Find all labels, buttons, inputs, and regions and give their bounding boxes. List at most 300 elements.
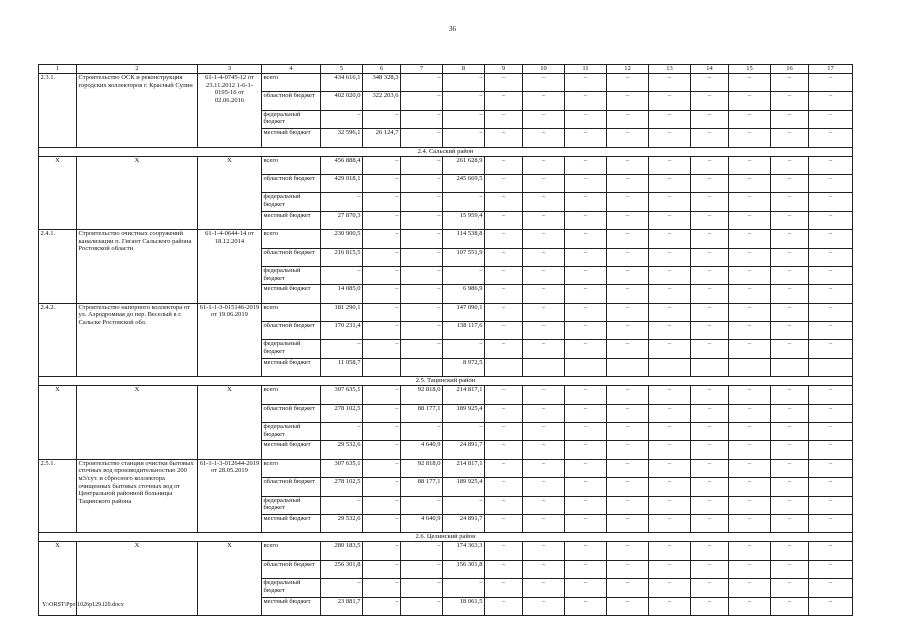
empty-year-cell: –: [771, 193, 809, 211]
empty-year-cell: –: [771, 322, 809, 340]
empty-year-cell: –: [691, 174, 729, 192]
empty-year-cell: –: [771, 74, 809, 92]
empty-year-cell: –: [729, 404, 771, 422]
amount-cell: –: [363, 404, 401, 422]
empty-year-cell: –: [485, 92, 523, 110]
amount-cell: 14 085,0: [321, 285, 363, 303]
item-number: X: [39, 156, 77, 230]
empty-year-cell: –: [607, 386, 649, 404]
header-cell: 5: [321, 65, 363, 74]
empty-year-cell: –: [523, 597, 565, 615]
object-name: X: [77, 156, 198, 230]
budget-line-row: [39, 230, 853, 248]
empty-year-cell: –: [607, 174, 649, 192]
empty-year-cell: –: [691, 496, 729, 514]
empty-year-cell: –: [691, 560, 729, 578]
empty-year-cell: –: [649, 542, 691, 560]
empty-year-cell: –: [485, 248, 523, 266]
amount-cell: –: [363, 386, 401, 404]
empty-year-cell: –: [565, 514, 607, 532]
empty-year-cell: –: [649, 404, 691, 422]
empty-year-cell: –: [729, 303, 771, 321]
empty-year-cell: –: [691, 478, 729, 496]
empty-year-cell: –: [523, 423, 565, 441]
empty-year-cell: –: [809, 579, 853, 597]
empty-year-cell: –: [691, 193, 729, 211]
empty-year-cell: –: [523, 74, 565, 92]
amount-cell: –: [443, 266, 485, 284]
funding-source-label: местный бюджет: [262, 514, 321, 532]
empty-year-cell: –: [485, 459, 523, 477]
funding-source-label: всего: [262, 303, 321, 321]
empty-year-cell: –: [523, 441, 565, 459]
object-name: X: [77, 386, 198, 460]
empty-year-cell: –: [771, 92, 809, 110]
empty-year-cell: –: [691, 322, 729, 340]
amount-cell: 88 177,1: [401, 478, 443, 496]
empty-year-cell: –: [771, 156, 809, 174]
document-reference: 61-1-4-0644-14 от 18.12.2014: [198, 230, 262, 304]
amount-cell: 11 058,7: [321, 358, 363, 376]
amount-cell: –: [401, 230, 443, 248]
empty-year-cell: –: [607, 579, 649, 597]
empty-year-cell: –: [809, 92, 853, 110]
empty-year-cell: –: [729, 340, 771, 358]
empty-year-cell: –: [649, 514, 691, 532]
empty-year-cell: –: [729, 496, 771, 514]
amount-cell: 24 891,7: [443, 441, 485, 459]
empty-year-cell: –: [565, 266, 607, 284]
empty-year-cell: –: [607, 156, 649, 174]
amount-cell: 307 635,1: [321, 459, 363, 477]
empty-year-cell: –: [485, 285, 523, 303]
amount-cell: 114 538,8: [443, 230, 485, 248]
header-row: [39, 65, 853, 74]
empty-year-cell: –: [809, 174, 853, 192]
empty-year-cell: –: [565, 496, 607, 514]
empty-year-cell: –: [565, 211, 607, 229]
empty-year-cell: –: [565, 129, 607, 147]
amount-cell: 402 020,0: [321, 92, 363, 110]
empty-year-cell: –: [771, 266, 809, 284]
empty-year-cell: –: [649, 266, 691, 284]
empty-year-cell: –: [649, 156, 691, 174]
funding-source-label: областной бюджет: [262, 322, 321, 340]
header-cell: 11: [565, 65, 607, 74]
empty-year-cell: –: [607, 74, 649, 92]
item-number: 2.4.1.: [39, 230, 77, 304]
empty-year-cell: –: [565, 230, 607, 248]
amount-cell: –: [401, 174, 443, 192]
amount-cell: 27 870,3: [321, 211, 363, 229]
empty-year-cell: –: [649, 92, 691, 110]
amount-cell: 156 301,8: [443, 560, 485, 578]
object-name: Строительство очистных сооружений канализации п. Гигант Сальского района Ростовской области: [77, 230, 198, 304]
empty-year-cell: –: [729, 230, 771, 248]
empty-year-cell: –: [565, 441, 607, 459]
empty-year-cell: –: [771, 248, 809, 266]
header-cell: 3: [198, 65, 262, 74]
empty-year-cell: –: [607, 230, 649, 248]
amount-cell: –: [443, 74, 485, 92]
empty-year-cell: –: [607, 478, 649, 496]
empty-year-cell: –: [523, 560, 565, 578]
amount-cell: 216 815,5: [321, 248, 363, 266]
empty-year-cell: –: [649, 386, 691, 404]
empty-year-cell: –: [729, 597, 771, 615]
empty-year-cell: –: [607, 597, 649, 615]
empty-year-cell: –: [809, 110, 853, 128]
empty-year-cell: –: [771, 441, 809, 459]
section-title: 2.4. Сальский район: [39, 147, 853, 156]
funding-source-label: федеральный бюджет: [262, 579, 321, 597]
empty-year-cell: –: [691, 156, 729, 174]
empty-year-cell: –: [809, 542, 853, 560]
budget-line-row: [39, 459, 853, 477]
empty-year-cell: –: [649, 174, 691, 192]
empty-year-cell: –: [649, 478, 691, 496]
empty-year-cell: –: [565, 542, 607, 560]
empty-year-cell: –: [523, 496, 565, 514]
empty-year-cell: –: [607, 92, 649, 110]
header-cell: 15: [729, 65, 771, 74]
amount-cell: –: [401, 129, 443, 147]
empty-year-cell: –: [523, 303, 565, 321]
empty-year-cell: –: [771, 340, 809, 358]
section-row: [39, 147, 853, 156]
empty-year-cell: –: [485, 478, 523, 496]
section-title: 2.6. Целинский район: [39, 533, 853, 542]
empty-year-cell: –: [809, 459, 853, 477]
item-number: X: [39, 386, 77, 460]
empty-year-cell: –: [607, 340, 649, 358]
empty-year-cell: –: [691, 266, 729, 284]
funding-source-label: всего: [262, 386, 321, 404]
empty-year-cell: –: [771, 496, 809, 514]
item-number: 2.5.1.: [39, 459, 77, 533]
empty-year-cell: –: [607, 560, 649, 578]
empty-year-cell: –: [691, 542, 729, 560]
empty-year-cell: –: [809, 441, 853, 459]
header-cell: 1: [39, 65, 77, 74]
empty-year-cell: –: [771, 404, 809, 422]
empty-year-cell: [691, 358, 729, 376]
empty-year-cell: –: [809, 230, 853, 248]
funding-source-label: областной бюджет: [262, 92, 321, 110]
empty-year-cell: –: [523, 322, 565, 340]
amount-cell: –: [363, 193, 401, 211]
empty-year-cell: –: [809, 303, 853, 321]
amount-cell: –: [363, 560, 401, 578]
amount-cell: 456 888,4: [321, 156, 363, 174]
empty-year-cell: –: [565, 174, 607, 192]
amount-cell: –: [363, 340, 401, 358]
empty-year-cell: –: [809, 560, 853, 578]
empty-year-cell: –: [565, 423, 607, 441]
section-row: [39, 533, 853, 542]
empty-year-cell: –: [649, 597, 691, 615]
amount-cell: 278 102,5: [321, 478, 363, 496]
empty-year-cell: –: [485, 322, 523, 340]
header-cell: 17: [809, 65, 853, 74]
empty-year-cell: –: [771, 386, 809, 404]
amount-cell: 434 616,1: [321, 74, 363, 92]
amount-cell: –: [321, 340, 363, 358]
amount-cell: –: [401, 110, 443, 128]
amount-cell: –: [363, 579, 401, 597]
header-cell: 14: [691, 65, 729, 74]
budget-table: [38, 64, 853, 616]
empty-year-cell: –: [691, 285, 729, 303]
empty-year-cell: –: [809, 514, 853, 532]
amount-cell: –: [443, 193, 485, 211]
empty-year-cell: –: [729, 478, 771, 496]
amount-cell: 230 900,5: [321, 230, 363, 248]
empty-year-cell: –: [649, 285, 691, 303]
amount-cell: 26 124,7: [363, 129, 401, 147]
amount-cell: 322 203,6: [363, 92, 401, 110]
item-number: 2.4.2.: [39, 303, 77, 377]
document-reference: X: [198, 542, 262, 616]
empty-year-cell: –: [565, 459, 607, 477]
amount-cell: –: [443, 340, 485, 358]
funding-source-label: федеральный бюджет: [262, 110, 321, 128]
empty-year-cell: [607, 358, 649, 376]
empty-year-cell: –: [607, 423, 649, 441]
empty-year-cell: –: [565, 340, 607, 358]
empty-year-cell: –: [729, 156, 771, 174]
empty-year-cell: –: [523, 340, 565, 358]
empty-year-cell: –: [523, 514, 565, 532]
empty-year-cell: [729, 358, 771, 376]
empty-year-cell: –: [607, 193, 649, 211]
amount-cell: 8 972,5: [443, 358, 485, 376]
empty-year-cell: [771, 358, 809, 376]
empty-year-cell: –: [485, 211, 523, 229]
empty-year-cell: –: [729, 423, 771, 441]
empty-year-cell: –: [771, 174, 809, 192]
funding-source-label: всего: [262, 542, 321, 560]
empty-year-cell: –: [565, 560, 607, 578]
empty-year-cell: –: [649, 74, 691, 92]
empty-year-cell: –: [691, 441, 729, 459]
object-name: Строительство станции очистки бытовых сточных вод производительностью 200 м3/сут. и сбросного коллектора очищенных бытовых сточных вод от Центральной районной больницы Тацинского района: [77, 459, 198, 533]
item-number: X: [39, 542, 77, 616]
empty-year-cell: –: [565, 404, 607, 422]
amount-cell: –: [401, 560, 443, 578]
empty-year-cell: –: [809, 193, 853, 211]
amount-cell: 245 669,5: [443, 174, 485, 192]
empty-year-cell: –: [485, 404, 523, 422]
empty-year-cell: –: [771, 542, 809, 560]
empty-year-cell: –: [729, 514, 771, 532]
empty-year-cell: –: [485, 266, 523, 284]
empty-year-cell: –: [565, 92, 607, 110]
empty-year-cell: –: [771, 459, 809, 477]
amount-cell: 170 231,4: [321, 322, 363, 340]
empty-year-cell: –: [771, 230, 809, 248]
empty-year-cell: –: [691, 230, 729, 248]
funding-source-label: областной бюджет: [262, 478, 321, 496]
amount-cell: [363, 358, 401, 376]
amount-cell: –: [363, 459, 401, 477]
empty-year-cell: –: [809, 156, 853, 174]
amount-cell: 174 363,3: [443, 542, 485, 560]
empty-year-cell: –: [691, 404, 729, 422]
amount-cell: –: [401, 211, 443, 229]
empty-year-cell: –: [771, 110, 809, 128]
empty-year-cell: –: [691, 459, 729, 477]
empty-year-cell: –: [565, 303, 607, 321]
empty-year-cell: –: [565, 478, 607, 496]
empty-year-cell: –: [729, 441, 771, 459]
amount-cell: 138 117,6: [443, 322, 485, 340]
funding-source-label: областной бюджет: [262, 248, 321, 266]
amount-cell: 429 018,1: [321, 174, 363, 192]
empty-year-cell: –: [607, 110, 649, 128]
section-row: [39, 377, 853, 386]
amount-cell: 4 640,9: [401, 441, 443, 459]
empty-year-cell: –: [771, 303, 809, 321]
empty-year-cell: –: [809, 478, 853, 496]
empty-year-cell: –: [649, 441, 691, 459]
empty-year-cell: –: [729, 74, 771, 92]
amount-cell: 214 817,1: [443, 459, 485, 477]
funding-source-label: всего: [262, 459, 321, 477]
funding-source-label: всего: [262, 74, 321, 92]
empty-year-cell: –: [523, 193, 565, 211]
amount-cell: –: [363, 211, 401, 229]
empty-year-cell: –: [565, 579, 607, 597]
empty-year-cell: –: [523, 248, 565, 266]
amount-cell: –: [401, 92, 443, 110]
empty-year-cell: –: [809, 322, 853, 340]
document-reference: 61-1-1-3-015146-2019 от 19.06.2019: [198, 303, 262, 377]
empty-year-cell: –: [649, 211, 691, 229]
empty-year-cell: –: [729, 92, 771, 110]
empty-year-cell: –: [729, 579, 771, 597]
empty-year-cell: –: [649, 423, 691, 441]
empty-year-cell: –: [809, 266, 853, 284]
budget-line-row: [39, 74, 853, 92]
empty-year-cell: –: [649, 230, 691, 248]
empty-year-cell: –: [729, 211, 771, 229]
empty-year-cell: –: [729, 560, 771, 578]
amount-cell: –: [401, 156, 443, 174]
funding-source-label: местный бюджет: [262, 129, 321, 147]
header-cell: 7: [401, 65, 443, 74]
empty-year-cell: –: [649, 110, 691, 128]
amount-cell: –: [321, 266, 363, 284]
empty-year-cell: –: [565, 597, 607, 615]
empty-year-cell: –: [565, 386, 607, 404]
amount-cell: 29 532,6: [321, 514, 363, 532]
funding-source-label: местный бюджет: [262, 597, 321, 615]
page-number: 36: [449, 25, 456, 33]
amount-cell: –: [363, 303, 401, 321]
empty-year-cell: –: [485, 386, 523, 404]
empty-year-cell: –: [691, 211, 729, 229]
empty-year-cell: –: [809, 340, 853, 358]
budget-line-row: [39, 386, 853, 404]
empty-year-cell: –: [485, 579, 523, 597]
item-number: 2.3.1.: [39, 74, 77, 148]
footer-file-path: Y:\ORST\Ppo\1026p129.f20.docx: [42, 602, 124, 608]
amount-cell: 278 102,5: [321, 404, 363, 422]
empty-year-cell: –: [485, 74, 523, 92]
amount-cell: –: [443, 579, 485, 597]
empty-year-cell: –: [771, 211, 809, 229]
empty-year-cell: –: [485, 542, 523, 560]
header-cell: 12: [607, 65, 649, 74]
amount-cell: 92 818,0: [401, 386, 443, 404]
empty-year-cell: –: [771, 560, 809, 578]
empty-year-cell: –: [809, 496, 853, 514]
empty-year-cell: –: [771, 597, 809, 615]
document-reference: 61-1-4-0745-12 от 23.11.2012 1-6-1-0195-16 от 02.06.2016: [198, 74, 262, 148]
empty-year-cell: –: [523, 459, 565, 477]
amount-cell: –: [363, 285, 401, 303]
amount-cell: –: [363, 266, 401, 284]
empty-year-cell: –: [691, 423, 729, 441]
empty-year-cell: –: [485, 441, 523, 459]
amount-cell: 181 290,1: [321, 303, 363, 321]
empty-year-cell: –: [523, 110, 565, 128]
empty-year-cell: –: [485, 340, 523, 358]
empty-year-cell: –: [809, 423, 853, 441]
empty-year-cell: –: [729, 459, 771, 477]
empty-year-cell: –: [523, 478, 565, 496]
empty-year-cell: –: [565, 322, 607, 340]
amount-cell: –: [363, 514, 401, 532]
amount-cell: –: [401, 579, 443, 597]
amount-cell: 280 183,5: [321, 542, 363, 560]
funding-source-label: федеральный бюджет: [262, 423, 321, 441]
amount-cell: –: [443, 92, 485, 110]
amount-cell: –: [401, 597, 443, 615]
empty-year-cell: –: [649, 248, 691, 266]
empty-year-cell: –: [729, 285, 771, 303]
budget-line-row: [39, 542, 853, 560]
amount-cell: 4 640,9: [401, 514, 443, 532]
empty-year-cell: –: [523, 156, 565, 174]
amount-cell: –: [321, 423, 363, 441]
empty-year-cell: –: [809, 74, 853, 92]
empty-year-cell: –: [565, 248, 607, 266]
header-cell: 13: [649, 65, 691, 74]
section-title: 2.5. Тацинский район: [39, 377, 853, 386]
empty-year-cell: –: [485, 303, 523, 321]
empty-year-cell: –: [771, 129, 809, 147]
empty-year-cell: –: [691, 248, 729, 266]
amount-cell: 92 818,0: [401, 459, 443, 477]
amount-cell: –: [363, 110, 401, 128]
empty-year-cell: –: [485, 110, 523, 128]
empty-year-cell: –: [729, 248, 771, 266]
empty-year-cell: –: [607, 441, 649, 459]
empty-year-cell: –: [485, 496, 523, 514]
empty-year-cell: –: [565, 156, 607, 174]
empty-year-cell: –: [771, 514, 809, 532]
empty-year-cell: –: [729, 110, 771, 128]
empty-year-cell: [523, 358, 565, 376]
empty-year-cell: –: [607, 248, 649, 266]
empty-year-cell: –: [649, 496, 691, 514]
header-cell: 8: [443, 65, 485, 74]
amount-cell: 32 596,1: [321, 129, 363, 147]
amount-cell: 214 817,1: [443, 386, 485, 404]
empty-year-cell: –: [523, 542, 565, 560]
